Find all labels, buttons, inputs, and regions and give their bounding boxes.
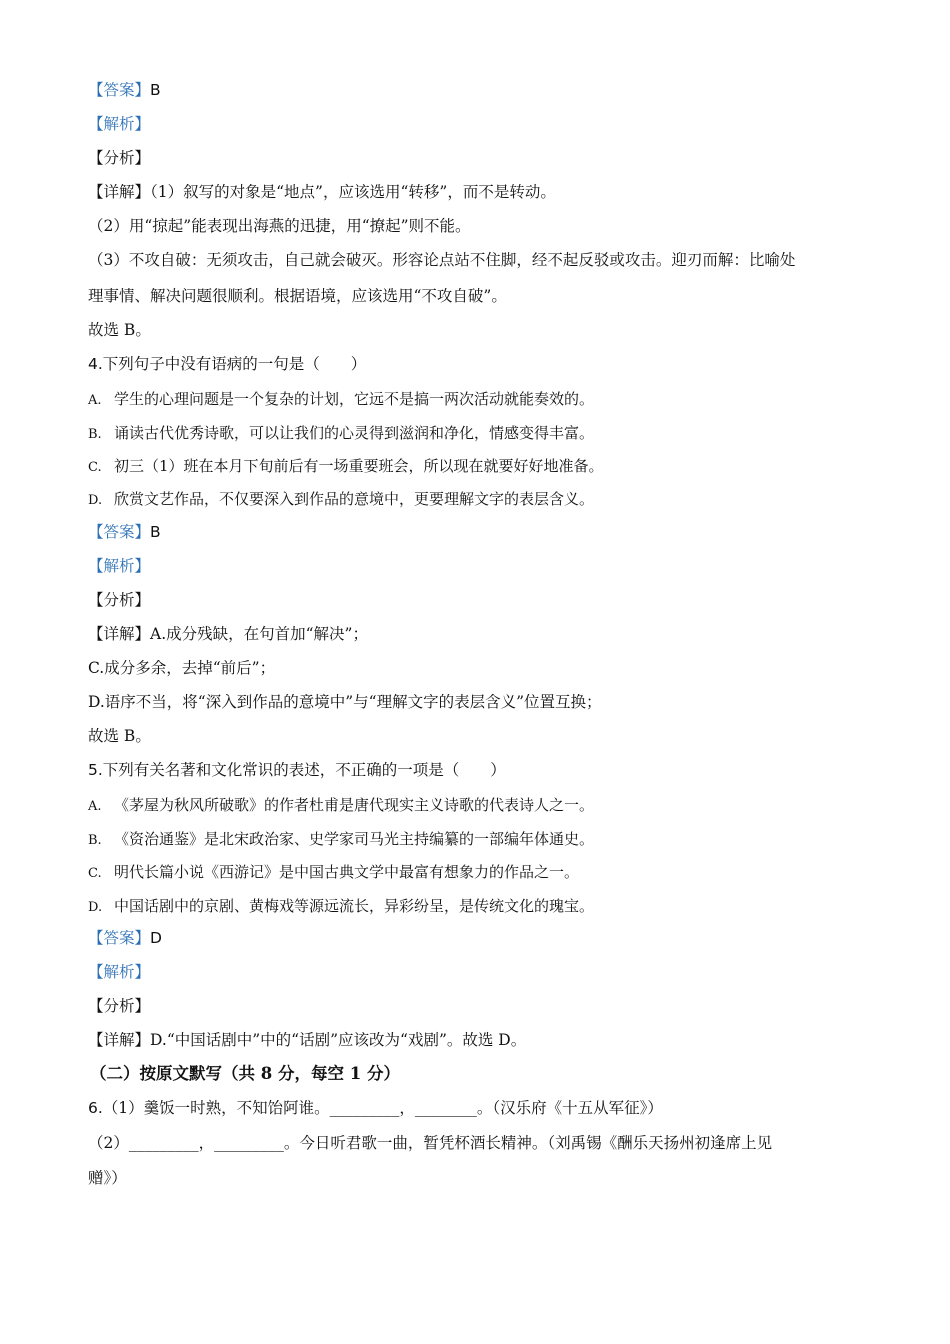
q4-stem-line <box>88 354 860 374</box>
answer-value: D <box>150 929 162 947</box>
q4-option-b <box>88 423 860 445</box>
option-text: 《资治通鉴》是北宋政治家、史学家司马光主持编纂的一部编年体通史。 <box>114 830 595 848</box>
question-stem: 下列有关名著和文化常识的表述，不正确的一项是（ ） <box>102 761 506 779</box>
q3-detail-1 <box>88 182 860 202</box>
option-label: B. <box>88 427 102 442</box>
q4-detail-3: D.语序不当，将“深入到作品的意境中”与“理解文字的表层含义”位置互换； <box>88 693 602 711</box>
q5-fenxi-tag: 【分析】 <box>88 997 151 1015</box>
option-text: 学生的心理问题是一个复杂的计划，它远不是搞一两次活动就能奏效的。 <box>114 390 595 408</box>
option-label: B. <box>88 833 102 848</box>
detail-tag: 【详解】 <box>88 183 151 201</box>
option-label: A. <box>88 799 102 814</box>
q5-analysis-tag: 【解析】 <box>88 963 151 981</box>
option-text: 初三（1）班在本月下旬前后有一场重要班会，所以现在就要好好地准备。 <box>114 457 604 475</box>
option-label: C. <box>88 460 102 475</box>
question-number: 6. <box>88 1099 103 1117</box>
detail-tag: 【详解】 <box>88 625 151 643</box>
answer-tag: 【答案】 <box>88 929 151 947</box>
q6-line-2a: （2）_________，_________。今日听君歌一曲，暂凭杯酒长精神。（刘禹锡《酬乐天扬州初逢席上见 <box>88 1134 773 1152</box>
detail-text: A.成分残缺，在句首加“解决”； <box>150 625 368 643</box>
q5-option-b <box>88 829 860 851</box>
question-text: （1）羹饭一时熟，不知饴阿谁。_________，________。（汉乐府《十五从军征》） <box>102 1099 663 1117</box>
option-text: 中国话剧中的京剧、黄梅戏等源远流长，异彩纷呈，是传统文化的瑰宝。 <box>114 897 595 915</box>
q5-detail-1 <box>88 1030 860 1050</box>
q5-answer-line <box>88 928 860 948</box>
q4-detail-1 <box>88 624 860 644</box>
q4-option-c <box>88 456 860 478</box>
option-text: 《茅屋为秋风所破歌》的作者杜甫是唐代现实主义诗歌的代表诗人之一。 <box>114 796 595 814</box>
q5-stem-line <box>88 760 860 780</box>
q3-conclusion: 故选 B。 <box>88 321 151 339</box>
q5-option-c <box>88 862 860 884</box>
answer-value: B <box>150 81 161 99</box>
option-label: D. <box>88 900 103 915</box>
q4-answer-line <box>88 522 860 542</box>
q5-option-d <box>88 896 860 918</box>
answer-tag: 【答案】 <box>88 81 151 99</box>
q4-option-d <box>88 489 860 511</box>
section-title: （二）按原文默写（共 8 分，每空 1 分） <box>90 1064 400 1083</box>
q4-analysis-tag: 【解析】 <box>88 557 151 575</box>
q3-fenxi-tag: 【分析】 <box>88 149 151 167</box>
answer-tag: 【答案】 <box>88 523 151 541</box>
option-text: 明代长篇小说《西游记》是中国古典文学中最富有想象力的作品之一。 <box>114 863 580 881</box>
q4-detail-2: C.成分多余，去掉“前后”； <box>88 659 276 677</box>
q5-option-a <box>88 795 860 817</box>
option-label: C. <box>88 866 102 881</box>
option-text: 欣赏文艺作品，不仅要深入到作品的意境中，更要理解文字的表层含义。 <box>114 490 595 508</box>
question-number: 4. <box>88 355 103 373</box>
q4-option-a <box>88 389 860 411</box>
answer-value: B <box>150 523 161 541</box>
question-stem: 下列句子中没有语病的一句是（ ） <box>102 355 367 373</box>
option-text: 诵读古代优秀诗歌，可以让我们的心灵得到滋润和净化，情感变得丰富。 <box>114 424 595 442</box>
q3-analysis-tag: 【解析】 <box>88 115 151 133</box>
question-number: 5. <box>88 761 103 779</box>
q6-line-2b: 赠》） <box>88 1169 127 1187</box>
q4-fenxi-tag: 【分析】 <box>88 591 151 609</box>
q3-detail-3b: 理事情、解决问题很顺利。根据语境，应该选用“不攻自破”。 <box>88 287 507 305</box>
q3-detail-3a: （3）不攻自破：无须攻击，自己就会破灭。形容论点站不住脚，经不起反驳或攻击。迎刃而解：比喻处 <box>88 251 796 269</box>
detail-text: （1）叙写的对象是“地点”，应该选用“转移”，而不是转动。 <box>150 183 556 201</box>
q4-conclusion: 故选 B。 <box>88 727 151 745</box>
q3-detail-2: （2）用“掠起”能表现出海燕的迅捷，用“撩起”则不能。 <box>88 217 471 235</box>
option-label: D. <box>88 493 103 508</box>
option-label: A. <box>88 393 102 408</box>
detail-tag: 【详解】 <box>88 1031 151 1049</box>
q3-answer-line <box>88 80 860 100</box>
detail-text: D.“中国话剧中”中的“话剧”应该改为“戏剧”。故选 D。 <box>150 1031 527 1049</box>
q6-line-1 <box>88 1098 860 1118</box>
